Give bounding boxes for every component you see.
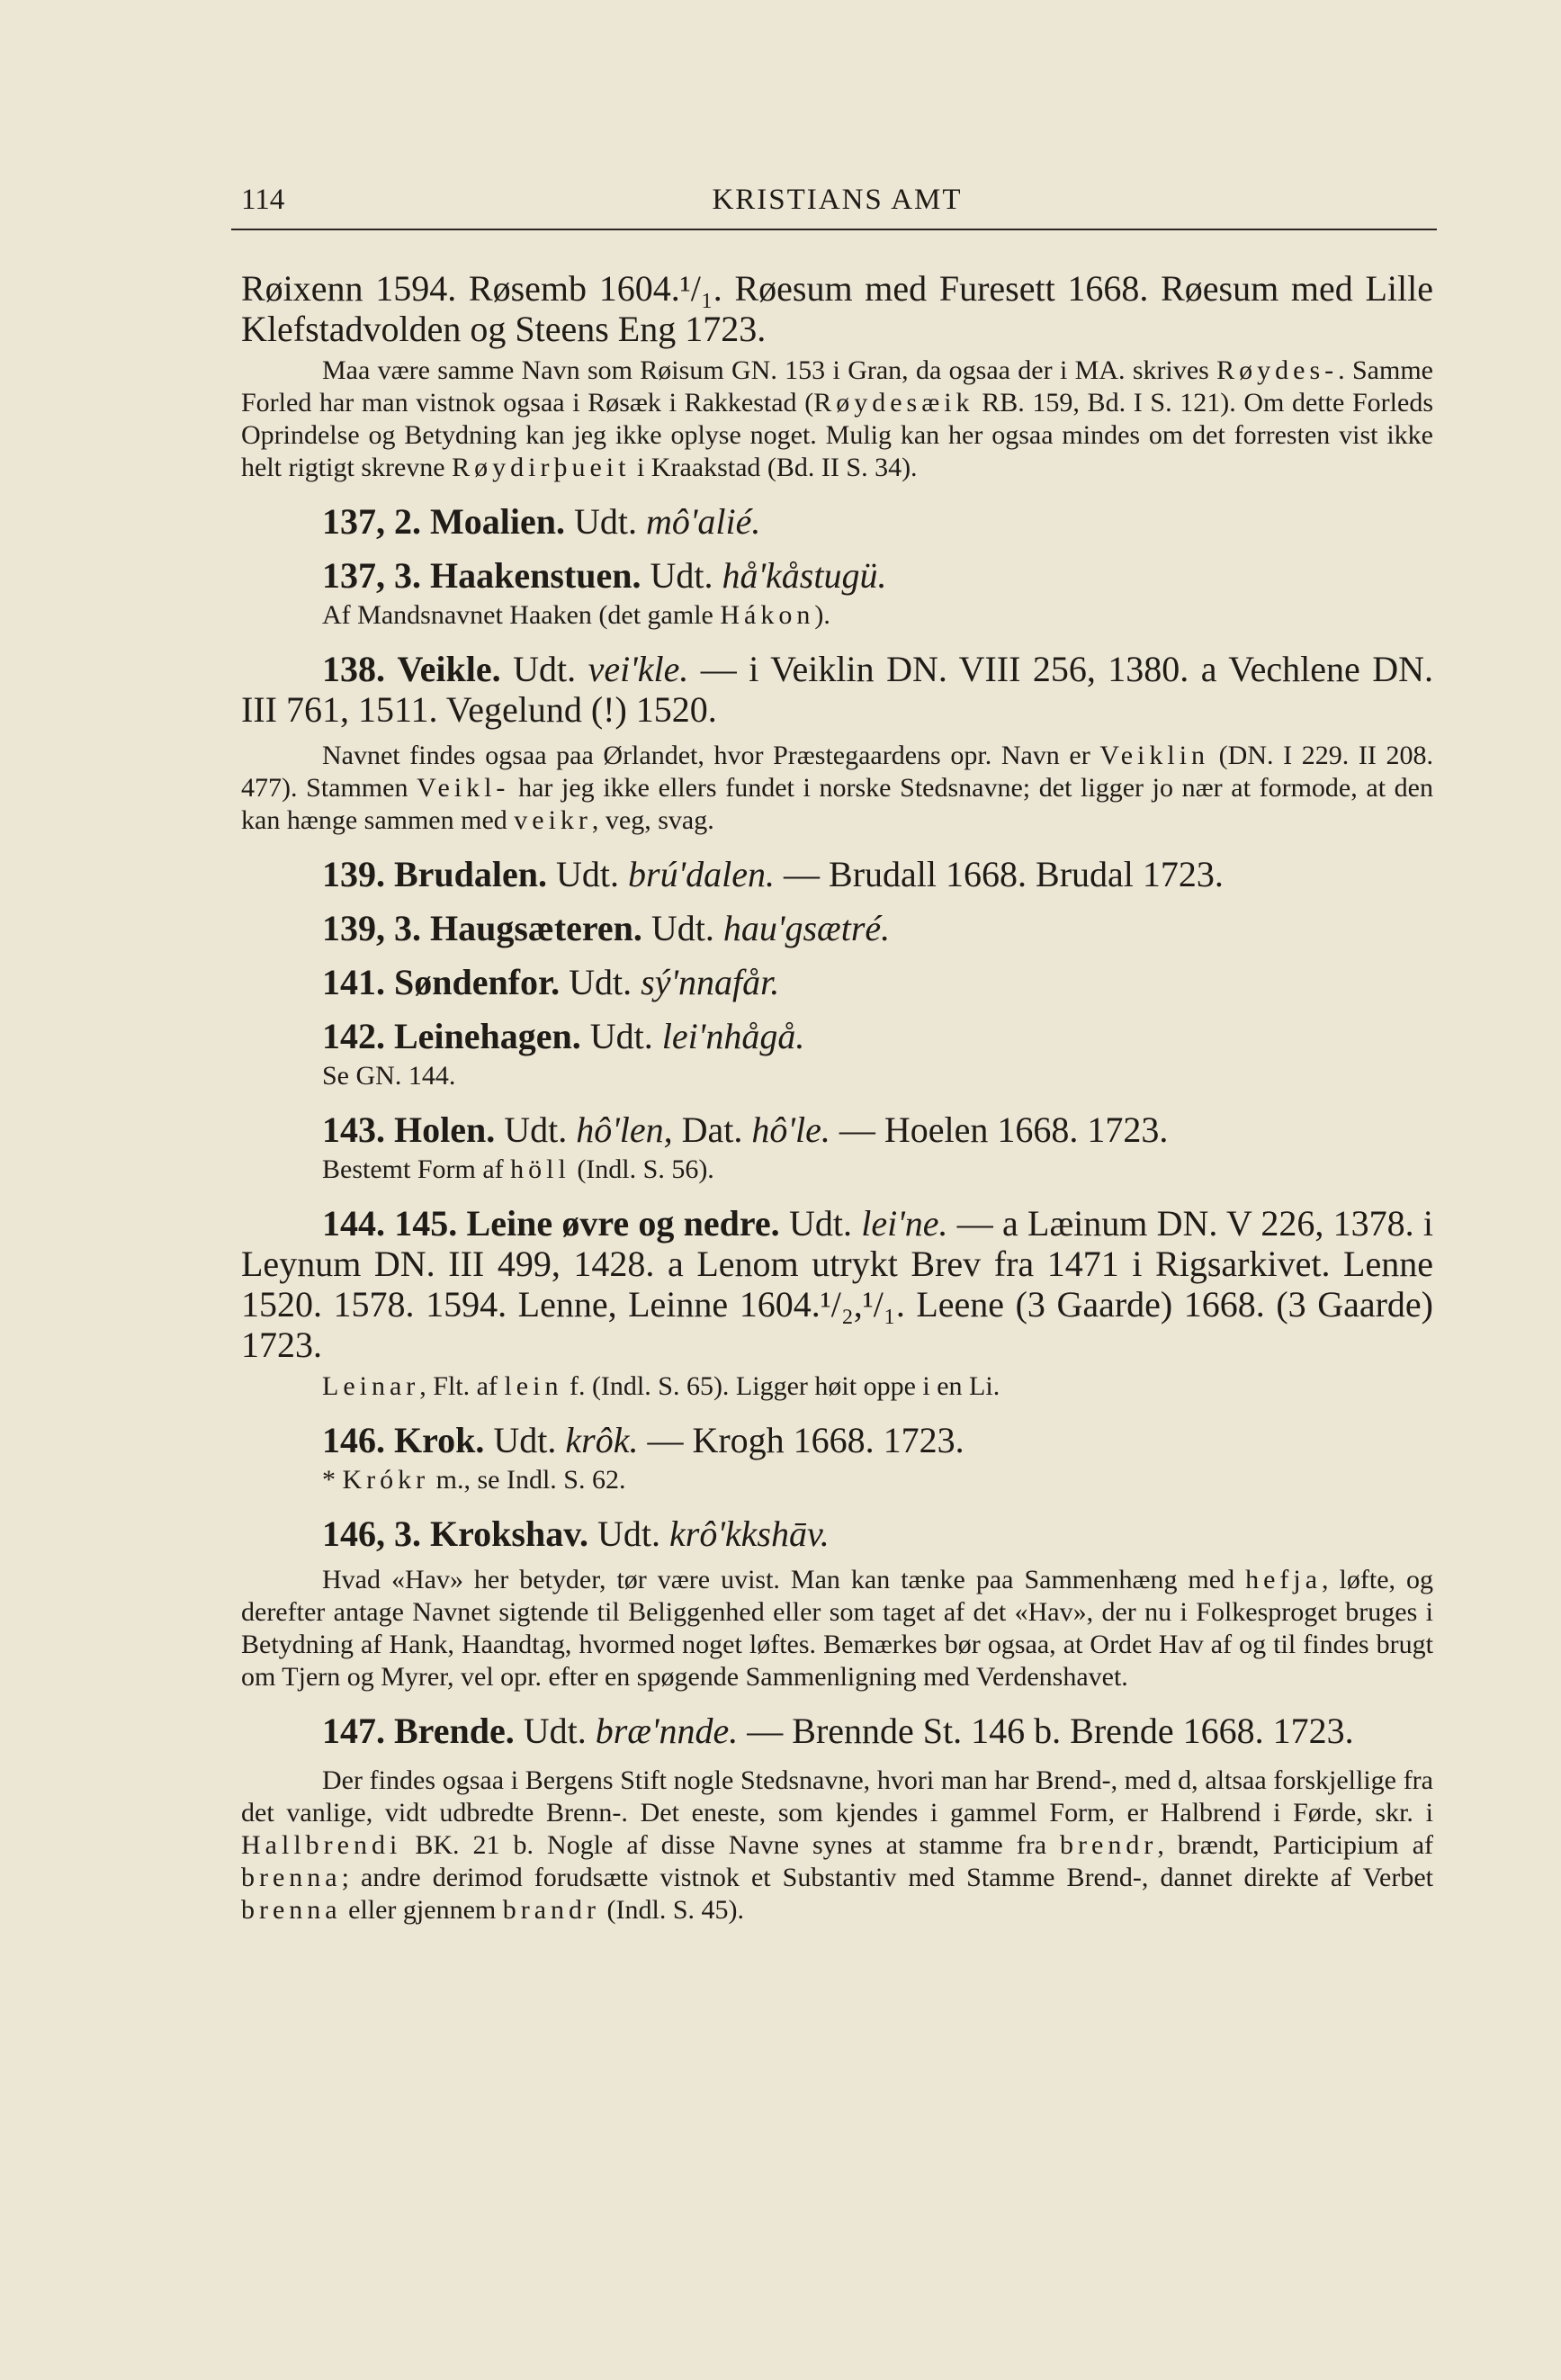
- entry-number: 144. 145.: [322, 1203, 458, 1244]
- entry-147: 147. Brende. Udt. bræ'nnde. — Brennde St. 146 b. Brende 1668. 1723.: [322, 1711, 1354, 1751]
- entry-name: Søndenfor.: [394, 962, 561, 1002]
- running-title: KRISTIANS AMT: [712, 184, 963, 216]
- entry-number: 142.: [322, 1016, 385, 1056]
- entry-144-145: 144. 145. Leine øvre og nedre. Udt. lei'ne. — a Læinum DN. V 226, 1378. i Leynum DN. III 499, 1428. a Lenom utrykt Brev fra 1471 i Rigsarkivet. Lenne 1520. 1578. 1594. Lenne, Leinne 1604.¹/₂,¹/₁. Leene (3 Gaarde) 1668. (3 Gaarde) 1723.: [241, 1203, 1434, 1365]
- entry-137-2: 137, 2. Moalien. Udt. mô'alié.: [322, 501, 761, 542]
- entry-number: 137, 3.: [322, 555, 421, 596]
- note-paragraph: Navnet findes ogsaa paa Ørlandet, hvor Præstegaardens opr. Navn er Veiklin (DN. I 229. II 208. 477). Stammen Veikl- har jeg ikke ellers fundet i norske Stedsnavne; det ligger jo nær at formode, at den kan hænge sammen med veikr, veg, svag.: [241, 741, 1433, 835]
- entry-138: 138. Veikle. Udt. vei'kle. — i Veiklin DN. VIII 256, 1380. a Vechlene DN. III 761, 1511. Vegelund (!) 1520.: [241, 649, 1434, 730]
- entry-143: 143. Holen. Udt. hô'len, Dat. hô'le. — Hoelen 1668. 1723.: [322, 1109, 1169, 1150]
- note-paragraph: * Krókr m., se Indl. S. 62.: [322, 1465, 626, 1495]
- note-paragraph: Leinar, Flt. af lein f. (Indl. S. 65). Ligger høit oppe i en Li.: [322, 1371, 1000, 1401]
- entry-142: 142. Leinehagen. Udt. lei'nhågå.: [322, 1016, 805, 1056]
- note-paragraph: Hvad «Hav» her betyder, tør være uvist. Man kan tænke paa Sammenhæng med hefja, løfte, og derefter antage Navnet sigtende til Beliggenhed eller som taget af det «Hav», der nu i Folkesproget bruges i Betydning af Hank, Haandtag, hvormed noget løftes. Bemærkes bør ogsaa, at Ordet Hav af og til findes brugt om Tjern og Myrer, vel opr. efter en spøgende Sammenligning med Verdenshavet.: [241, 1565, 1433, 1692]
- entry-number: 137, 2.: [322, 501, 421, 542]
- entry-139-3: 139, 3. Haugsæteren. Udt. hau'gsætré.: [322, 908, 891, 948]
- pronunciation: brú'dalen.: [628, 854, 776, 894]
- page-body: [241, 268, 1433, 1926]
- entry-number: 138.: [322, 649, 385, 689]
- entry-number: 139.: [322, 854, 385, 894]
- page-number: 114: [241, 184, 285, 216]
- pronunciation: hå'kåstugü.: [722, 555, 887, 596]
- entry-name: Krokshav.: [430, 1513, 588, 1554]
- pronunciation: hô'len,: [576, 1109, 673, 1150]
- entry-name: Veikle.: [397, 649, 501, 689]
- entry-name: Haakenstuen.: [430, 555, 641, 596]
- pronunciation: hau'gsætré.: [722, 908, 891, 948]
- entry-137-3: 137, 3. Haakenstuen. Udt. hå'kåstugü.: [322, 555, 887, 596]
- note-paragraph: Se GN. 144.: [322, 1061, 456, 1091]
- entry-name: Moalien.: [430, 501, 565, 542]
- entry-number: 146, 3.: [322, 1513, 421, 1554]
- note-paragraph: Bestemt Form af höll (Indl. S. 56).: [322, 1154, 714, 1184]
- note-paragraph: Af Mandsnavnet Haaken (det gamle Hákon).: [322, 600, 830, 630]
- note-paragraph: Der findes ogsaa i Bergens Stift nogle Stedsnavne, hvori man har Brend-, med d, altsaa forskjellige fra det vanlige, vidt udbredte Brenn-. Det eneste, som kjendes i gammel Form, er Halbrend i Førde, skr. i Hallbrendi BK. 21 b. Nogle af disse Navne synes at stamme fra brendr, brændt, Participium af brenna; andre derimod forudsætte vistnok et Substantiv med Stamme Brend-, dannet direkte af Verbet brenna eller gjennem brandr (Indl. S. 45).: [241, 1765, 1434, 1925]
- entry-name: Brudalen.: [394, 854, 548, 894]
- entry-number: 147.: [322, 1711, 385, 1751]
- entry-number: 146.: [322, 1420, 385, 1460]
- pronunciation: sý'nnafår.: [641, 962, 780, 1002]
- pronunciation: vei'kle.: [588, 649, 689, 689]
- entry-name: Leinehagen.: [394, 1016, 581, 1056]
- entry-139: 139. Brudalen. Udt. brú'dalen. — Brudall 1668. Brudal 1723.: [322, 854, 1224, 894]
- entry-name: Haugsæteren.: [430, 908, 642, 948]
- entry-number: 139, 3.: [322, 908, 421, 948]
- entry-name: Leine øvre og nedre.: [466, 1203, 780, 1244]
- entry-number: 143.: [322, 1109, 385, 1150]
- pronunciation: mô'alié.: [645, 501, 761, 542]
- entry-146: 146. Krok. Udt. krôk. — Krogh 1668. 1723.: [322, 1420, 964, 1460]
- entry-name: Krok.: [394, 1420, 485, 1460]
- entry-141: 141. Søndenfor. Udt. sý'nnafår.: [322, 962, 780, 1002]
- pronunciation: lei'nhågå.: [661, 1016, 805, 1056]
- pronunciation: krô'kkshāv.: [669, 1513, 830, 1554]
- entry-146-3: 146, 3. Krokshav. Udt. krô'kkshāv.: [322, 1513, 830, 1554]
- entry-name: Holen.: [394, 1109, 496, 1150]
- entry-number: 141.: [322, 962, 385, 1002]
- pronunciation-dative: hô'le.: [751, 1109, 830, 1150]
- entry-continuation: Røixenn 1594. Røsemb 1604.¹/₁. Røesum med Furesett 1668. Røesum med Lille Klefstadvolden og Steens Eng 1723.: [241, 268, 1433, 349]
- pronunciation: krôk.: [565, 1420, 639, 1460]
- pronunciation: lei'ne.: [861, 1203, 948, 1244]
- pronunciation: bræ'nnde.: [595, 1711, 739, 1751]
- entry-name: Brende.: [394, 1711, 515, 1751]
- note-paragraph: Maa være samme Navn som Røisum GN. 153 i Gran, da ogsaa der i MA. skrives Røydes-. Samme Forled har man vistnok ogsaa i Røsæk i Rakkestad (Røydesæik RB. 159, Bd. I S. 121). Om dette Forleds Oprindelse og Betydning kan jeg ikke oplyse noget. Mulig kan her ogsaa mindes om det forresten vist ikke helt rigtigt skrevne Røydirþueit i Kraakstad (Bd. II S. 34).: [241, 355, 1433, 482]
- header-rule: [231, 229, 1437, 230]
